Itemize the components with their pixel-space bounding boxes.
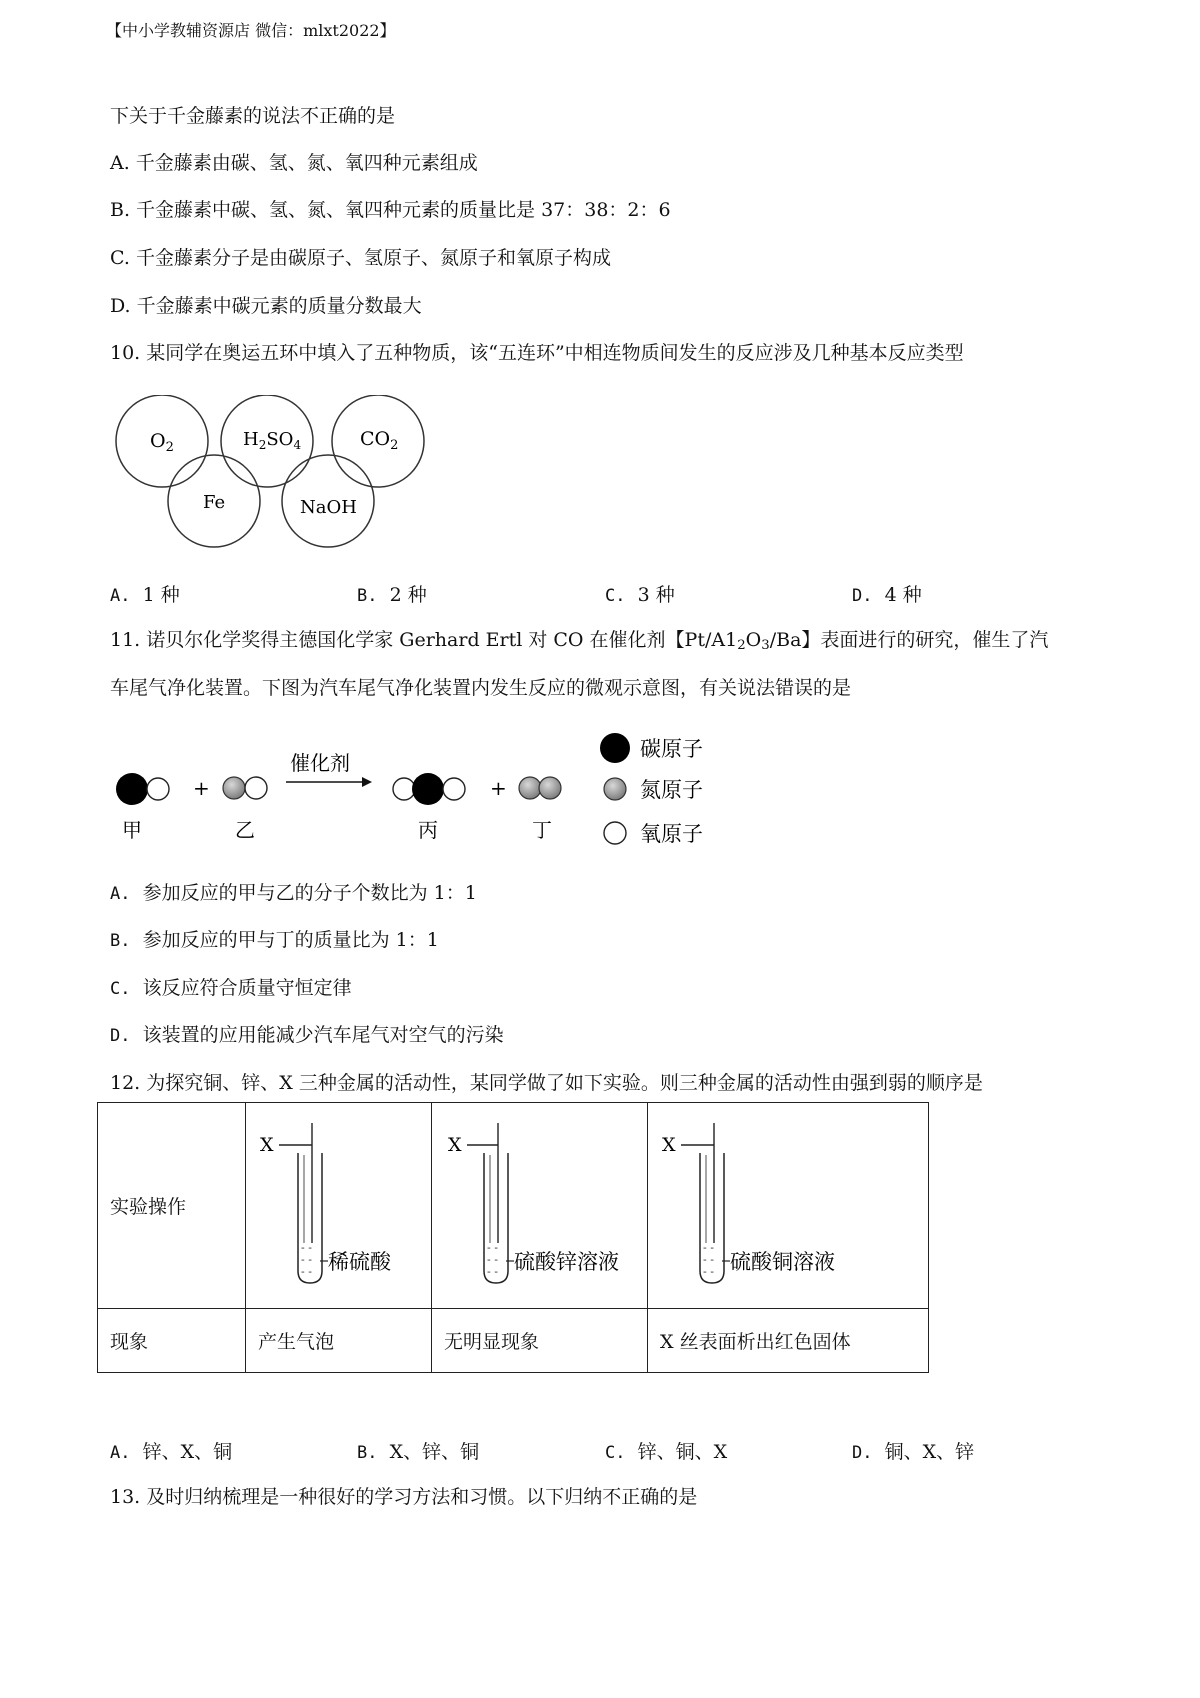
q9-option-d: D. 千金藤素中碳元素的质量分数最大: [110, 295, 422, 317]
q10-option-d: D. 4 种: [852, 584, 922, 606]
header-watermark: 【中小学教辅资源店 微信：mlxt2022】: [106, 21, 396, 40]
label-naoh: NaOH: [300, 497, 357, 518]
phenomenon-2: 无明显现象: [432, 1309, 648, 1373]
q12-option-a: A. 锌、X、铜: [110, 1441, 233, 1463]
plus-sign-2: +: [490, 776, 507, 800]
q10-option-c: C. 3 种: [605, 584, 675, 606]
q9-option-a: A. 千金藤素由碳、氢、氮、氧四种元素组成: [110, 152, 478, 174]
q10-stem: 10. 某同学在奥运五环中填入了五种物质，该“五连环”中相连物质间发生的反应涉及几种基本反应类型: [110, 342, 964, 364]
row-header-operation: 实验操作: [98, 1103, 246, 1309]
test-tube-1: [246, 1103, 431, 1303]
legend-nitrogen-label: 氮原子: [640, 778, 703, 802]
q9-option-c: C. 千金藤素分子是由碳原子、氢原子、氮原子和氧原子构成: [110, 247, 611, 269]
label-o2: $O_2$: [150, 430, 174, 455]
q11-option-d: D. 该装置的应用能减少汽车尾气对空气的污染: [110, 1024, 504, 1046]
q12-option-d: D. 铜、X、锌: [852, 1441, 975, 1463]
test-tube-3: [648, 1103, 928, 1303]
svg-text:- -: - -: [487, 1253, 498, 1266]
legend: [600, 733, 703, 846]
q12-option-c: C. 锌、铜、X: [605, 1441, 728, 1463]
svg-text:- -: - -: [487, 1241, 498, 1254]
phenomenon-1: 产生气泡: [246, 1309, 432, 1373]
q12-option-b: B. X、锌、铜: [357, 1441, 480, 1463]
plus-sign-1: +: [193, 776, 210, 800]
q12-stem: 12. 为探究铜、锌、X 三种金属的活动性，某同学做了如下实验。则三种金属的活动性由强到弱的顺序是: [110, 1072, 983, 1094]
svg-text:- -: - -: [301, 1253, 312, 1266]
svg-text:- -: - -: [703, 1265, 714, 1278]
q10-option-b: B. 2 种: [357, 584, 427, 606]
reaction-diagram: [100, 722, 740, 852]
svg-text:- -: - -: [301, 1241, 312, 1254]
legend-nitrogen-swatch: [604, 778, 626, 800]
table-row-operation: [98, 1103, 929, 1309]
molecule-ding: [519, 777, 561, 799]
row-header-phenomenon: 现象: [98, 1309, 246, 1373]
label-fe: Fe: [203, 492, 226, 513]
q11-option-c: C. 该反应符合质量守恒定律: [110, 977, 352, 999]
solution-label-1: 稀硫酸: [328, 1250, 391, 1274]
solution-label-3: 硫酸铜溶液: [730, 1250, 835, 1274]
wire-label-3: X: [662, 1134, 676, 1156]
q11-stem-line1: 11. 诺贝尔化学奖得主德国化学家 Gerhard Ertl 对 CO 在催化剂【$Pt/A1_2O_3/Ba$】表面进行的研究，催生了汽: [110, 629, 1049, 653]
tube-cell-2: [432, 1103, 648, 1309]
catalyst-label: 催化剂: [290, 751, 350, 775]
experiment-table: [97, 1102, 929, 1373]
wire-label-2: X: [448, 1134, 462, 1156]
legend-carbon-label: 碳原子: [640, 737, 703, 761]
q11-stem-line2: 车尾气净化装置。下图为汽车尾气净化装置内发生反应的微观示意图，有关说法错误的是: [110, 677, 852, 699]
q9-option-b: B. 千金藤素中碳、氢、氮、氧四种元素的质量比是 37：38：2：6: [110, 199, 671, 221]
label-yi: 乙: [235, 818, 255, 842]
wire-label-1: X: [260, 1134, 274, 1156]
solution-label-2: 硫酸锌溶液: [514, 1250, 619, 1274]
label-ding: 丁: [532, 818, 552, 842]
label-jia: 甲: [122, 818, 142, 842]
label-h2so4: $H_2SO_4$: [243, 429, 302, 452]
svg-text:- -: - -: [487, 1265, 498, 1278]
olympic-rings-diagram: [100, 395, 440, 555]
q11-option-b: B. 参加反应的甲与丁的质量比为 1：1: [110, 929, 439, 951]
tube-cell-1: [246, 1103, 432, 1309]
molecule-jia: [116, 773, 169, 805]
legend-oxygen-swatch: [604, 822, 626, 844]
legend-carbon-swatch: [600, 733, 630, 763]
q9-stem: 下关于千金藤素的说法不正确的是: [110, 105, 396, 127]
svg-text:- -: - -: [301, 1265, 312, 1278]
svg-text:- -: - -: [703, 1241, 714, 1254]
molecule-bing: [393, 773, 465, 805]
legend-oxygen-label: 氧原子: [640, 822, 703, 846]
q11-option-a: A. 参加反应的甲与乙的分子个数比为 1：1: [110, 882, 477, 904]
molecule-yi: [223, 777, 267, 799]
phenomenon-3: X 丝表面析出红色固体: [648, 1309, 929, 1373]
label-bing: 丙: [418, 818, 438, 842]
q10-option-a: A. 1 种: [110, 584, 180, 606]
tube-cell-3: [648, 1103, 929, 1309]
q13-stem: 13. 及时归纳梳理是一种很好的学习方法和习惯。以下归纳不正确的是: [110, 1486, 698, 1508]
label-co2: $CO_2$: [360, 428, 399, 453]
svg-text:- -: - -: [703, 1253, 714, 1266]
table-row-phenomenon: [98, 1309, 929, 1373]
reaction-arrow-head: [362, 777, 372, 787]
test-tube-2: [432, 1103, 647, 1303]
